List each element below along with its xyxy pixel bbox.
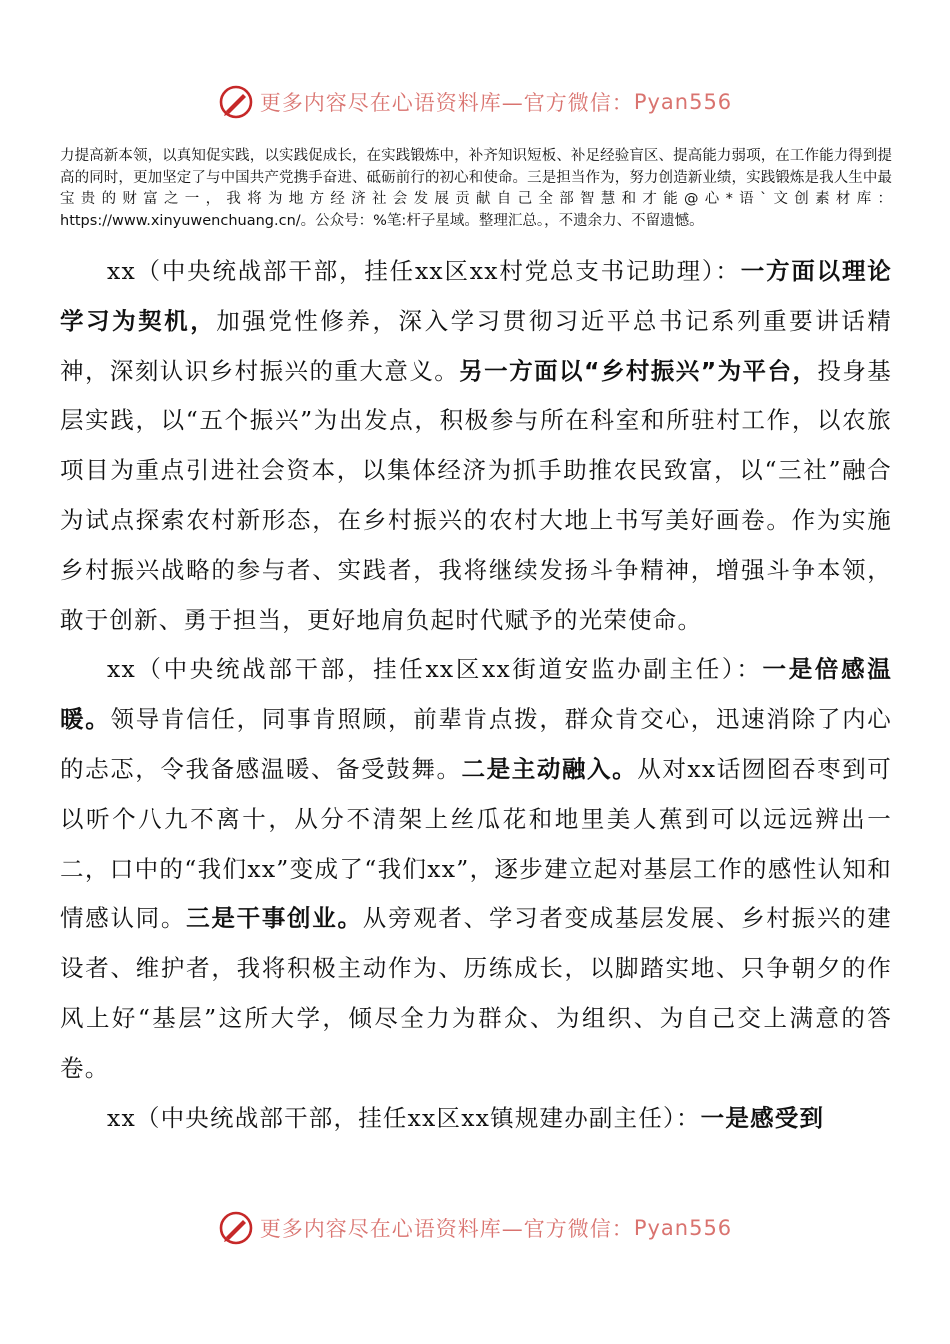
pen-logo-icon (218, 1210, 254, 1246)
main-body (60, 247, 892, 1143)
intro-paragraph: 力提高新本领，以真知促实践，以实践促成长，在实践锻炼中，补齐知识短板、补足经验盲区、提高能力弱项，在工作能力得到提高的同时，更加坚定了与中国共产党携手奋进、砥砺前行的初心和使命。三是担当作为，努力创造新业绩，实践锻炼是我人生中最宝贵的财富之一，我将为地方经济社会发展贡献自己全部智慧和才能@心*语`文创素材库：https://www.xinyuwenchuang.cn/。公众号：%笔:杆子星域。整理汇总。，不遗余力、不留遗憾。 (60, 148, 892, 229)
banner-text: 更多内容尽在心语资料库—官方微信： (259, 1217, 634, 1241)
paragraph-text: 投身基层实践，以“五个振兴”为出发点，积极参与所在科室和所驻村工作，以农旅项目为重点引进社会资本，以集体经济为抓手助推农民致富，以“三社”融合为试点探索农村新形态，在乡村振兴的农村大地上书写美好画卷。作为实施乡村振兴战略的参与者、实践者，我将继续发扬斗争精神，增强斗争本领，敢于创新、勇于担当，更好地肩负起时代赋予的光荣使命。 (60, 356, 893, 634)
paragraph-1 (60, 247, 892, 645)
pen-logo-icon (218, 84, 254, 120)
paragraph-lead: xx（中央统战部干部，挂任xx区xx镇规建办副主任）： (107, 1103, 701, 1132)
bold-phrase: 一是感受到 (700, 1103, 825, 1132)
paragraph-text: 从对xx话囫囵吞枣到可以听个八九不离十，从分不清架上丝瓜花和地里美人蕉到可以远远辨出一二，口中的“我们xx”变成了“我们xx”，逐步建立起对基层工作的感性认知和情感认同。 (60, 754, 892, 933)
paragraph-2 (60, 645, 892, 1093)
header-watermark-banner (0, 80, 950, 124)
paragraph-lead: xx（中央统战部干部，挂任xx区xx村党总支书记助理）： (107, 257, 741, 285)
footer-watermark-banner (0, 1206, 950, 1250)
paragraph-text: 领导肯信任，同事肯照顾，前辈肯点拨，群众肯交心，迅速消除了内心的忐忑，令我备感温暖、备受鼓舞。 (60, 705, 893, 783)
bold-phrase: 一是倍感温暖。 (60, 655, 892, 734)
paragraph-lead: xx（中央统战部干部，挂任xx区xx街道安监办副主任）： (107, 655, 763, 684)
bold-phrase: 二是主动融入。 (461, 754, 638, 783)
banner-wechat-id: Pyan556 (633, 90, 733, 114)
banner-text: 更多内容尽在心语资料库—官方微信： (259, 91, 634, 115)
banner-wechat-id: Pyan556 (633, 1216, 733, 1240)
paragraph-3 (60, 1094, 892, 1144)
bold-phrase: 另一方面以“乡村振兴”为平台， (459, 356, 818, 385)
paragraph-text: 加强党性修养，深入学习贯彻习近平总书记系列重要讲话精神，深刻认识乡村振兴的重大意义。 (60, 306, 893, 385)
paragraph-text: 从旁观者、学习者变成基层发展、乡村振兴的建设者、维护者，我将积极主动作为、历练成长，以脚踏实地、只争朝夕的作风上好“基层”这所大学，倾尽全力为群众、为组织、为自己交上满意的答卷。 (60, 904, 893, 1082)
bold-phrase: 三是干事创业。 (186, 904, 363, 933)
bold-phrase: 一方面以理论学习为契机， (60, 257, 893, 335)
